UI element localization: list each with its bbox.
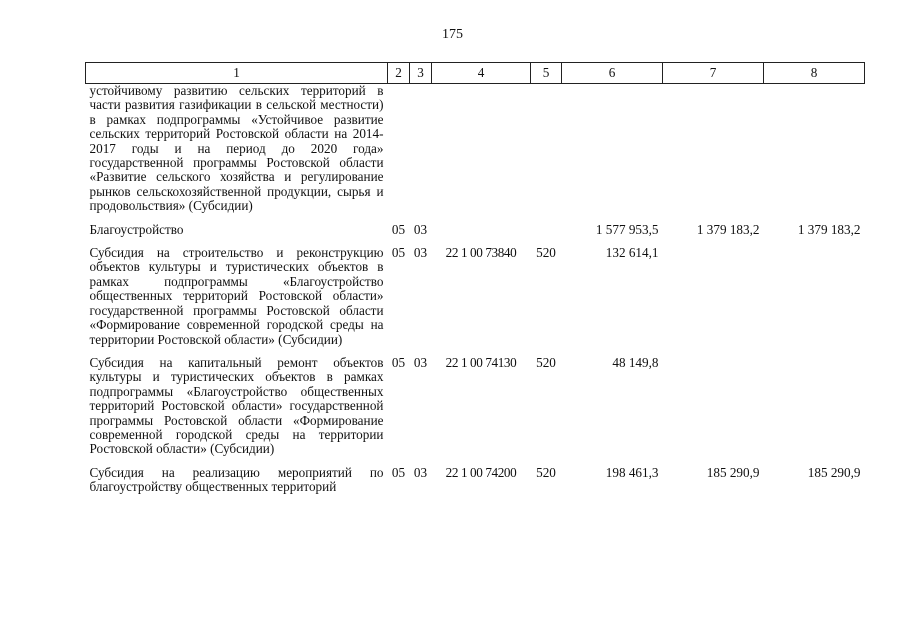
- table-row: [86, 462, 865, 495]
- budget-table: [85, 62, 865, 495]
- header-row: [86, 63, 865, 84]
- row-target-code: [432, 84, 531, 219]
- row-target-code: 22 1 00 73840: [445, 245, 517, 261]
- row-value-col6: 48 149,8: [612, 354, 659, 370]
- header-col-5: 5: [531, 63, 562, 84]
- table-row: [86, 352, 865, 462]
- row-value-col7: [663, 242, 764, 352]
- row-subsection: 03: [413, 354, 428, 370]
- row-value-col6: [562, 84, 663, 219]
- page-number: 175: [442, 27, 463, 42]
- header-col-4: 4: [432, 63, 531, 84]
- row-target-code: 22 1 00 74200: [445, 464, 517, 480]
- row-section: 05: [391, 464, 406, 480]
- row-expense-type: [531, 84, 562, 219]
- header-col-3: 3: [410, 63, 432, 84]
- row-section: 05: [391, 354, 406, 370]
- row-value-col6: 132 614,1: [605, 245, 659, 261]
- row-value-col8: [764, 242, 865, 352]
- row-subsection: 03: [413, 221, 428, 237]
- row-section: [388, 84, 410, 219]
- row-value-col6: 198 461,3: [605, 464, 659, 480]
- table-row: [86, 219, 865, 242]
- table-row: [86, 242, 865, 352]
- row-value-col6: 1 577 953,5: [595, 221, 659, 237]
- header-col-1: 1: [86, 63, 388, 84]
- row-target-code: 22 1 00 74130: [445, 354, 517, 370]
- row-name: Субсидия на капитальный ремонт объектов культуры и туристических объектов в рамках подпрограммы «Благоустройство общественных территорий Ростовской области» государственной программы Ростовской области «Формирование современной городской среды на территории Ростовской области» (Субсидии): [89, 354, 384, 457]
- row-expense-type: 520: [536, 464, 556, 480]
- row-value-col7: 1 379 183,2: [696, 221, 760, 237]
- header-col-8: 8: [764, 63, 865, 84]
- row-name: Благоустройство: [89, 221, 184, 237]
- row-expense-type: [531, 219, 562, 242]
- row-subsection: 03: [413, 464, 428, 480]
- row-value-col7: [663, 84, 764, 219]
- row-value-col8: 185 290,9: [807, 464, 861, 480]
- row-value-col8: [764, 352, 865, 462]
- row-section: 05: [391, 245, 406, 261]
- table-row: [86, 84, 865, 219]
- row-name: Субсидия на строительство и реконструкцию объектов культуры и туристических объектов в рамках подпрограммы «Благоустройство общественных территорий Ростовской области» государственной программы Ростовской области «Формирование современной городской среды на территории Ростовской области» (Субсидии): [89, 245, 384, 347]
- header-col-2: 2: [388, 63, 410, 84]
- row-target-code: [432, 219, 531, 242]
- row-value-col8: [764, 84, 865, 219]
- row-name: устойчивому развитию сельских территорий в части развития газификации в сельской местности) в рамках подпрограммы «Устойчивое развитие сельских территорий Ростовской области на 2014-2017 годы и на период до 2020 года» государственной программы Ростовской области «Развитие сельского хозяйства и регулирование рынков сельскохозяйственной продукции, сырья и продовольствия» (Субсидии): [89, 83, 384, 214]
- row-value-col7: [663, 352, 764, 462]
- row-expense-type: 520: [536, 245, 556, 261]
- row-section: 05: [391, 221, 406, 237]
- row-value-col7: 185 290,9: [706, 464, 760, 480]
- row-expense-type: 520: [536, 354, 556, 370]
- row-name: Субсидия на реализацию мероприятий по благоустройству общественных территорий: [89, 464, 384, 495]
- header-col-6: 6: [562, 63, 663, 84]
- row-subsection: [410, 84, 432, 219]
- row-subsection: 03: [413, 245, 428, 261]
- header-col-7: 7: [663, 63, 764, 84]
- row-value-col8: 1 379 183,2: [797, 221, 861, 237]
